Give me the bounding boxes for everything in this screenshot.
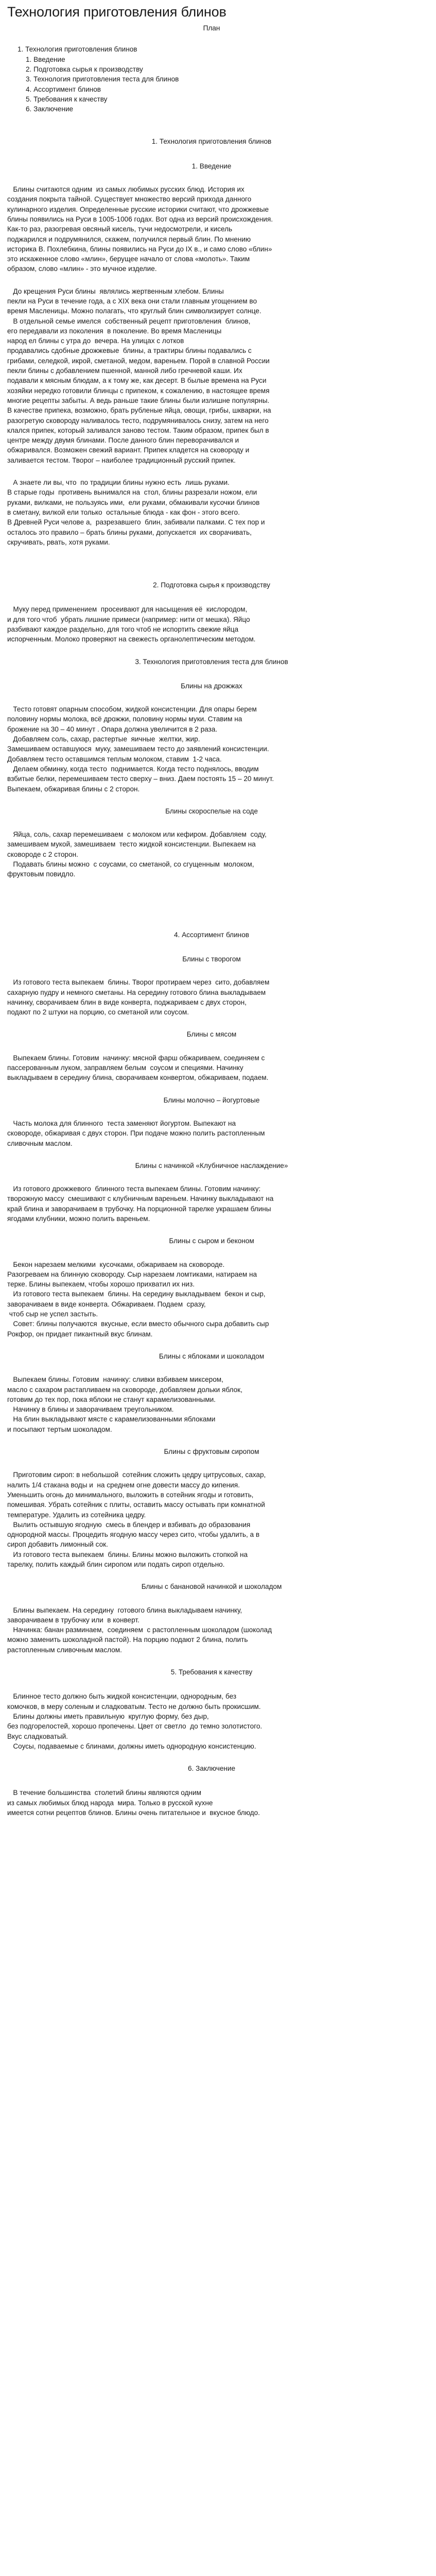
paragraph: Блины выпекаем. На середину готового блина выкладываем начинку, заворачиваем в трубочку или в конверт. Начинка: банан разминаем, соединяем с растопленным шоколадом (шоколад можно заменить шоколадной пастой). На порцию подают 2 блина, полить растопленным сливочным маслом.: [7, 1606, 272, 1654]
section-heading: 2. Подготовка сырья к производству: [153, 581, 270, 589]
document-title: Технология приготовления блинов: [7, 4, 226, 20]
recipe-title: Блины с банановой начинкой и шоколадом: [141, 1583, 282, 1591]
plan-item: 2. Подготовка сырья к производству: [26, 65, 143, 73]
paragraph: Из готового теста выпекаем блины. Творог протираем через сито, добавляем сахарную пудру и немного сметаны. На середину готового блина выкладываем начинку, сворачиваем блин в виде конверта, поджариваем с двух сторон, подают по 2 штуки на порцию, со сметаной или соусом.: [7, 978, 270, 1016]
plan-item: 6. Заключение: [26, 105, 74, 113]
recipe-title: Блины с мясом: [186, 1030, 237, 1039]
section-heading: 6. Заключение: [187, 1765, 236, 1773]
paragraph: А знаете ли вы, что по традиции блины нужно есть лишь руками. В старые годы противень вынимался на стол, блины разрезали ножом, ели руками, вилками, не пользуясь ими, ели руками, обмакивали кусочки блинов в сметану, вилкой ели только остальные блюда - как фон - этого всего. В Древней Руси челове а, разрезавшего блин, забивали палками. С тех пор и осталось это правило – брать блины руками, допускается их сворачивать, скручивать, рвать, хотя руками.: [7, 479, 265, 546]
plan-title: План: [203, 24, 220, 32]
paragraph: Выпекаем блины. Готовим начинку: мясной фарш обжариваем, соединяем с пассерованным луком, заправляем белым соусом и специями. Начинку выкладываем в середину блина, сворачиваем конвертом, обжариваем, подаем.: [7, 1054, 269, 1082]
paragraph: Бекон нарезаем мелкими кусочками, обжариваем на сковороде. Разогреваем на блинную сковороду. Сыр нарезаем ломтиками, натираем на терке. Блины выпекаем, чтобы хорошо прихватил их низ. Из готового теста выпекаем блины. На середину выкладываем бекон и сыр, заворачиваем в виде конверта. Обжариваем. Подаем сразу, чтоб сыр не успел застыть. Совет: блины получаются вкусные, если вместо обычного сыра добавить сыр Рокфор, он придает пикантный вкус блинам.: [7, 1260, 269, 1338]
paragraph: До крещения Руси блины являлись жертвенным хлебом. Блины пекли на Руси в течение года, а с XIX века они стали главным угощением во время Масленицы. Можно полагать, что круглый блин символизирует солнце. В отдельной семье имелся собственный рецепт приготовления блинов, его передавали из поколения в поколение. Во время Масленицы народ ел блины с утра до вечера. На улицах с лотков продавались сдобные дрожжевые блины, а трактиры блины подавались с грибами, селедкой, икрой, сметаной, медом, вареньем. Порой в славной России пекли блины с добавлением пшенной, манной либо гречневой каши. Их подавали к мясным блюдам, а к тому же, как десерт. В былые времена на Руси хозяйки нередко готовили блинцы с припеком, к сожалению, в настоящее время многие рецепты забыты. А ведь раньше такие блины были излишне популярны. В качестве припека, возможно, брать рубленые яйца, овощи, грибы, шкварки, на разогретую сковороду наливалось тесто, подрумянивалось снизу, затем на него клался припек, который заливался заново тестом. Таким образом, припек был в центре между двумя блинами. После данного блин переворачивался и обжаривался. Возможен свежий вариант. Припек кладется на сковороду и заливается тестом. Творог – наиболее традиционный русский припек.: [7, 287, 271, 464]
plan-item: 1. Введение: [26, 55, 65, 63]
paragraph: Тесто готовят опарным способом, жидкой консистенции. Для опары берем половину нормы молока, всё дрожжи, половину нормы муки. Ставим на брожение на 30 – 40 минут . Опара должна увеличится в 2 раза. Добавляем соль, сахар, растертые яичные желтки, жир. Замешиваем оставшуюся муку, замешиваем тесто до заявлений консистенции. Добавляем тесто оставшимся теплым молоком, ставим 1-2 часа. Делаем обминку, когда тесто поднимается. Когда тесто поднялось, вводим взбитые белки, перемешиваем тесто сверху – вниз. Даем постоять 15 – 20 минут. Выпекаем, обжаривая блины с 2 сторон.: [7, 705, 274, 793]
recipe-title: Блины скороспелые на соде: [165, 807, 258, 815]
section-heading: 5. Требования к качеству: [170, 1668, 253, 1676]
paragraph: Блины считаются одним из самых любимых русских блюд. История их создания покрыта тайной. Существует множество версий прихода данного кулинарного изделия. Определенные русские историки считают, что дрожжевые блины появились на Руси в 1005-1006 годах. Вот одна из версий происхождения. Как-то раз, разогревая овсяный кисель, тучи недосмотрели, и кисель поджарился и подрумянился, скажем, получился первый блин. По мнению историка В. Похлебкина, блины появились на Руси до IX в., и само слово «блин» это искаженное слово «млин», берущее начало от слова «молоть». Таким образом, слово «млин» - это мучное изделие.: [7, 185, 273, 273]
recipe-title: Блины с сыром и беконом: [169, 1237, 254, 1245]
section-heading: 3. Технология приготовления теста для блинов: [135, 657, 288, 666]
paragraph: Приготовим сироп: в небольшой сотейник сложить цедру цитрусовых, сахар, налить 1/4 стакана воды и на среднем огне довести массу до кипения. Уменьшить огонь до минимального, выложить в сотейник ягоды и готовить, помешивая. Убрать сотейник с плиты, оставить массу остывать при комнатной температуре. Удалить из сотейника цедру. Вылить остывшую ягодную смесь в блендер и взбивать до образования однородной массы. Процедить ягодную массу через сито, чтобы удалить, а в сироп добавить лимонный сок. Из готового теста выпекаем блины. Блины можно выложить стопкой на тарелку, полить каждый блин сиропом или подать сироп отдельно.: [7, 1471, 266, 1568]
recipe-title: Блины с яблоками и шоколадом: [159, 1352, 265, 1360]
section-heading: 1. Технология приготовления блинов: [151, 138, 272, 146]
recipe-title: Блины с начинкой «Клубничное наслаждение»: [135, 1161, 288, 1170]
plan-list: [7, 44, 416, 114]
section-heading: 4. Ассортимент блинов: [174, 930, 249, 939]
paragraph: Муку перед применением просеивают для насыщения её кислородом, и для того чтоб убрать лишние примеси (например: нити от мешка). Яйцо разбивают каждое раздельно, для того чтоб не испортить свежие яйца испорченным. Молоко проверяют на свежесть органолептическим методом.: [7, 605, 256, 643]
paragraph: В течение большинства столетий блины являются одним из самых любимых блюд народа мира. Только в русской кухне имеется сотни рецептов блинов. Блины очень питательное и вкусное блюдо.: [7, 1789, 260, 1817]
paragraph: Блинное тесто должно быть жидкой консистенции, однородным, без комочков, в меру соленым и сладковатым. Тесто не должно быть прокисшим. Блины должны иметь правильную круглую форму, без дыр, без подгорелостей, хорошо пропечены. Цвет от светло до темно золотистого. Вкус сладковатый. Соусы, подаваемые с блинами, должны иметь однородную консистенцию.: [7, 1692, 263, 1750]
paragraph: Яйца, соль, сахар перемешиваем с молоком или кефиром. Добавляем соду, замешиваем мукой, замешиваем тесто жидкой консистенции. Выпекаем на сковороде с 2 сторон. Подавать блины можно с соусами, со сметаной, со сгущенным молоком, фруктовым повидло.: [7, 831, 267, 878]
paragraph: Часть молока для блинного теста заменяют йогуртом. Выпекают на сковороде, обжаривая с двух сторон. При подаче можно полить растопленным сливочным маслом.: [7, 1119, 265, 1147]
plan-item: 5. Требования к качеству: [26, 95, 108, 103]
recipe-title: Блины с творогом: [182, 955, 241, 963]
paragraph: Выпекаем блины. Готовим начинку: сливки взбиваем миксером, масло с сахаром растапливаем на сковороде, добавляем дольки яблок, готовим до тех пор, пока яблоки не станут карамелизованными. Начинку в блины и заворачиваем треугольником. На блин выкладывают мясте с карамелизованными яблоками и посыпают тертым шоколадом.: [7, 1376, 242, 1433]
section-subheading: 1. Введение: [191, 162, 232, 170]
recipe-title: Блины с фруктовым сиропом: [164, 1448, 259, 1456]
recipe-title: Блины молочно – йогуртовые: [163, 1096, 260, 1104]
paragraph: Из готового дрожжевого блинного теста выпекаем блины. Готовим начинку: творожную массу смешивают с клубничным вареньем. Начинку выкладывают на край блина и заворачиваем в трубочку. На порционной тарелке украшаем блины ягодами клубники, можно полить вареньем.: [7, 1185, 274, 1223]
plan-item: 1. Технология приготовления блинов: [18, 45, 137, 54]
plan-item: 4. Ассортимент блинов: [26, 85, 101, 93]
recipe-title: Блины на дрожжах: [181, 682, 242, 690]
plan-item: 3. Технология приготовления теста для блинов: [26, 75, 179, 83]
